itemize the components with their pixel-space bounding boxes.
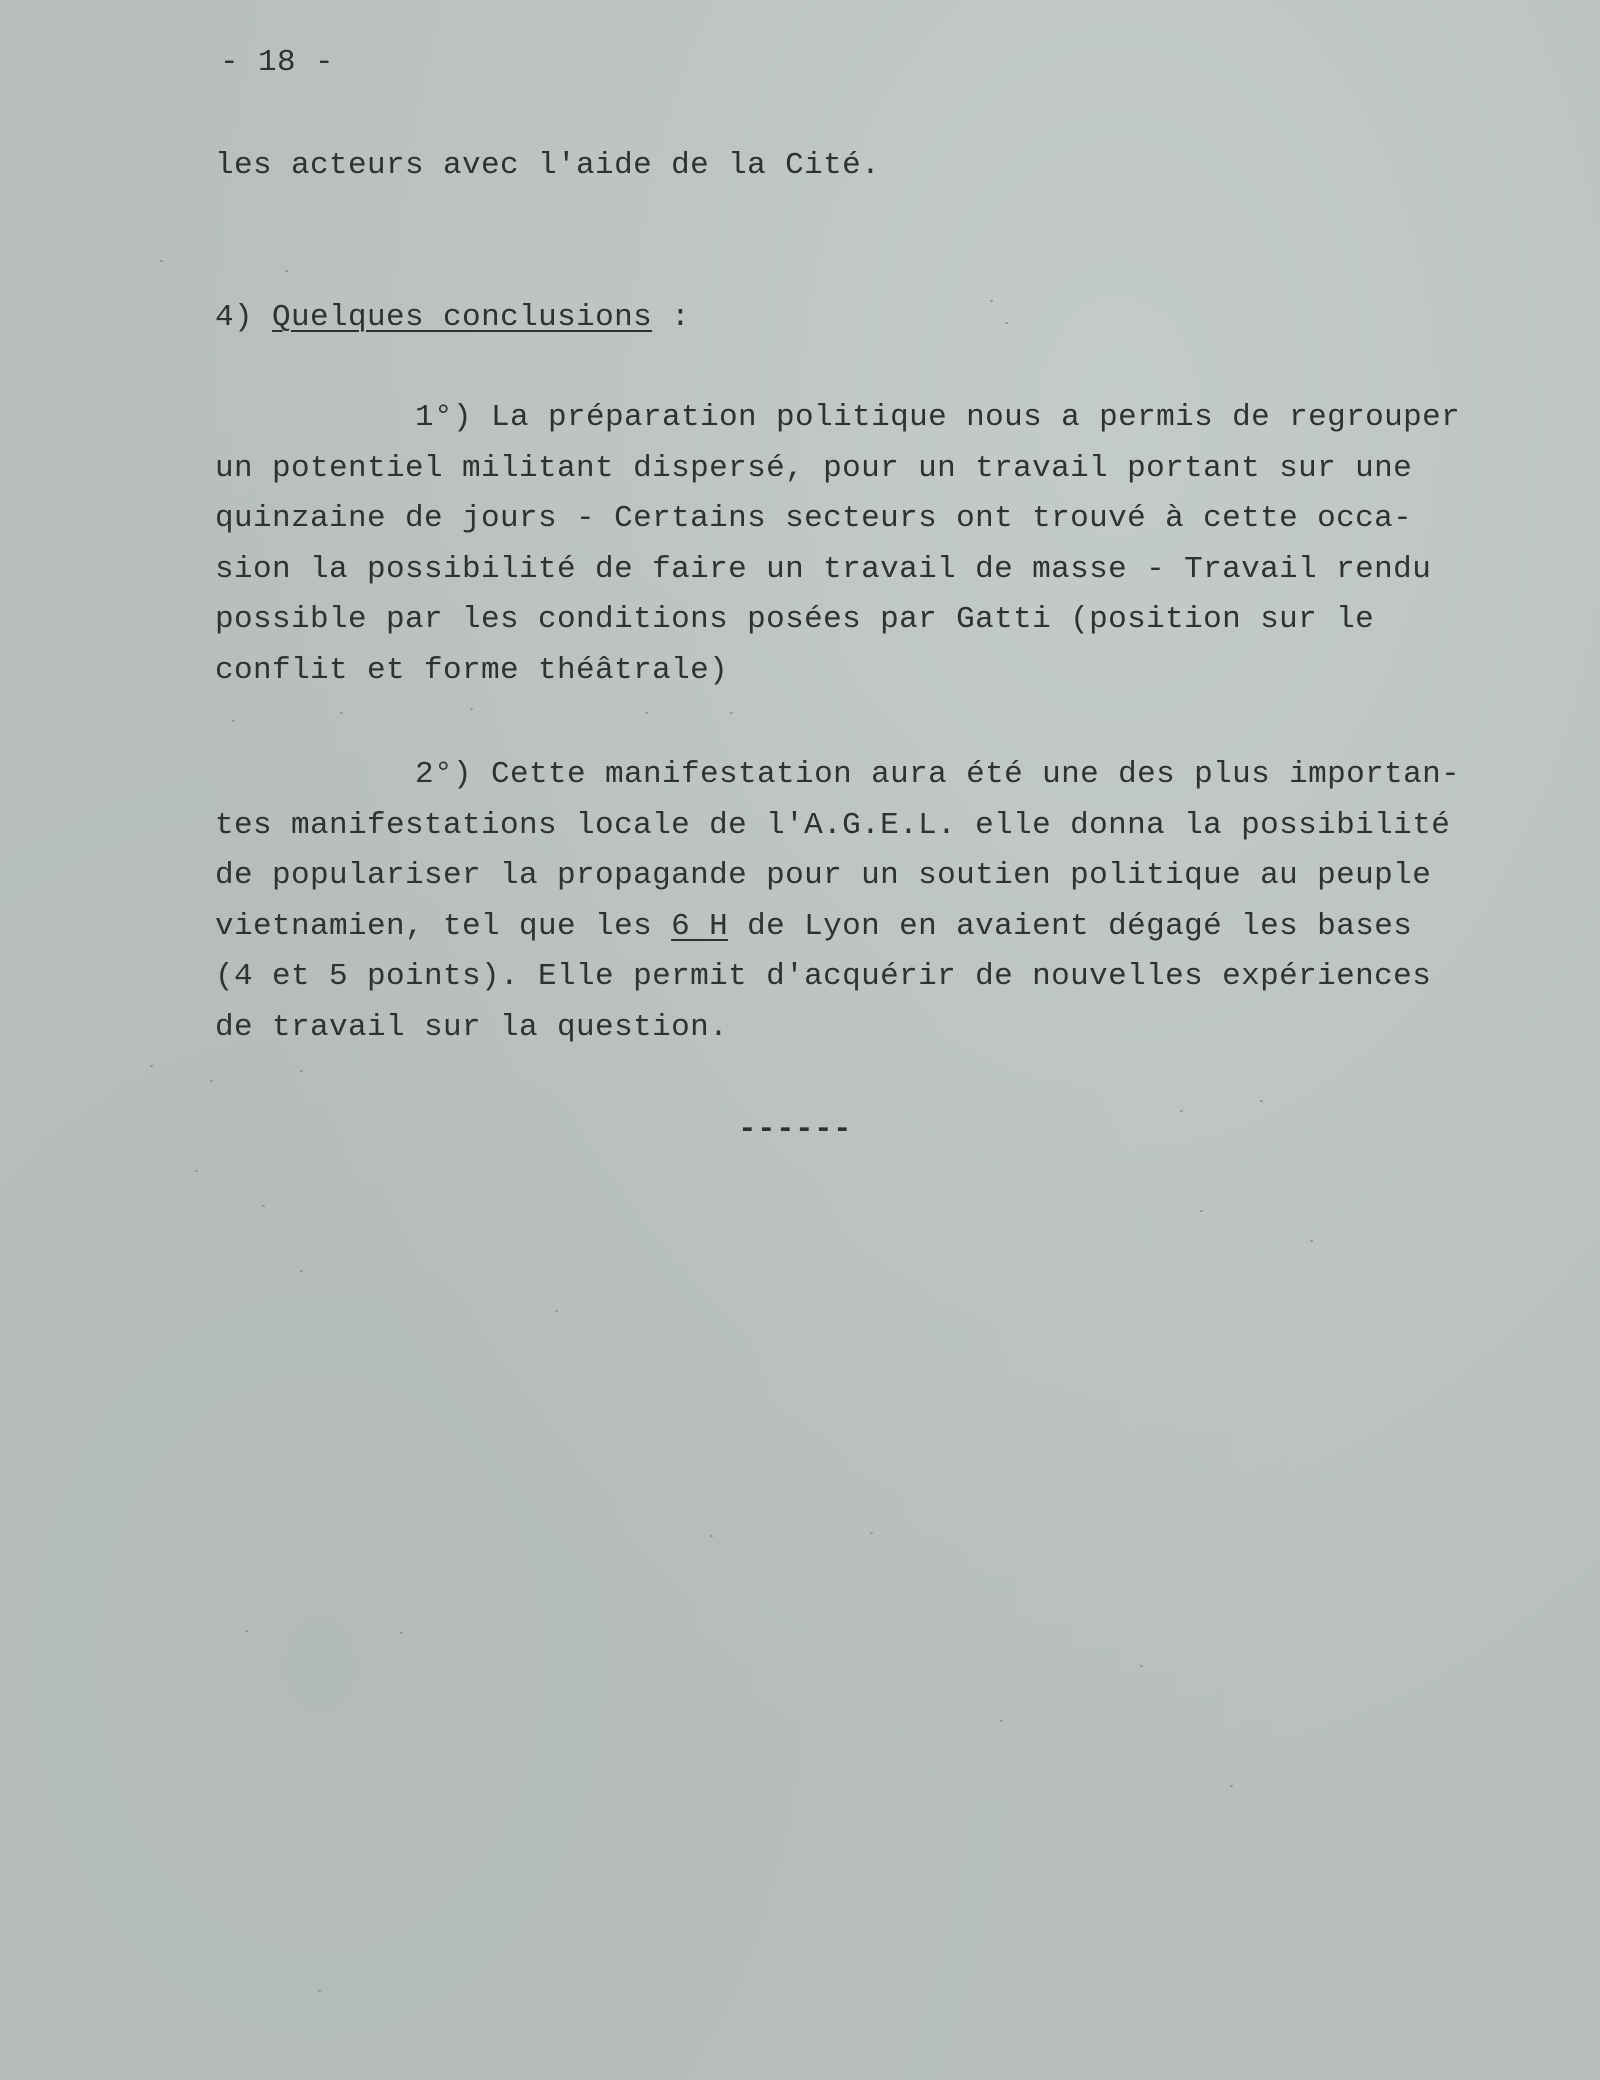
paper-speck [555,1310,558,1312]
paragraph-2-line: 2°) Cette manifestation aura été une des plus importan- [415,757,1461,792]
paper-speck [300,1270,303,1272]
paper-speck [150,1065,153,1067]
paragraph-1-line: 1°) La préparation politique nous a permis de regrouper [415,400,1461,435]
paper-speck [870,1532,873,1534]
paper-speck [1260,1100,1263,1102]
paper-speck [245,1630,248,1632]
paragraph-1-line: sion la possibilité de faire un travail de masse - Travail rendu [215,551,1432,587]
section-colon: : [671,300,691,335]
paper-speck [1000,1720,1003,1722]
paper-speck [645,712,648,714]
paragraph-1-line: un potentiel militant dispersé, pour un travail portant sur une [215,450,1413,486]
paper-speck [210,1080,213,1082]
paper-speck [1180,1110,1183,1112]
paper-speck [990,300,993,302]
paragraph-2 [215,750,1525,1054]
paper-speck [285,270,288,272]
paragraph-2-line: de populariser la propagande pour un soutien politique au peuple [215,858,1432,894]
section-title: Quelques conclusions [272,300,653,335]
paragraph-1 [215,393,1525,697]
paper-speck [262,1205,265,1207]
underlined-6h: 6 H [671,908,729,944]
page-number: - 18 - [220,45,335,80]
paper-speck [232,720,235,722]
intro-line: les acteurs avec l'aide de la Cité. [215,148,881,183]
paper-speck [160,260,163,262]
paper-speck [340,712,343,714]
paragraph-2-line: (4 et 5 points). Elle permit d'acquérir de nouvelles expériences [215,959,1432,995]
line-4-after: de Lyon en avaient dégagé les bases [728,908,1413,944]
paper-speck [1140,1665,1143,1667]
section-heading [215,300,690,335]
section-number: 4) [215,300,254,335]
paper-speck [400,1632,403,1634]
paragraph-2-line [215,902,1525,953]
paper-speck [195,1170,198,1172]
paragraph-1-line: conflit et forme théâtrale) [215,652,729,688]
paper-speck [1200,1210,1203,1212]
paragraph-2-line: tes manifestations locale de l'A.G.E.L. elle donna la possibilité [215,807,1451,843]
paper-speck [318,1990,321,1992]
paper-speck [730,712,733,714]
end-rule: ------ [738,1112,853,1147]
paper-speck [1310,1240,1313,1242]
paper-speck [1005,322,1008,324]
paper-speck [470,708,473,710]
paper-speck [1230,1785,1233,1787]
paragraph-2-line: de travail sur la question. [215,1009,729,1045]
line-4-before: vietnamien, tel que les [215,908,672,944]
paper-speck [710,1535,713,1537]
paper-speck [300,1070,303,1072]
paragraph-1-line: quinzaine de jours - Certains secteurs ont trouvé à cette occa- [215,501,1413,537]
paragraph-1-line: possible par les conditions posées par Gatti (position sur le [215,602,1375,638]
